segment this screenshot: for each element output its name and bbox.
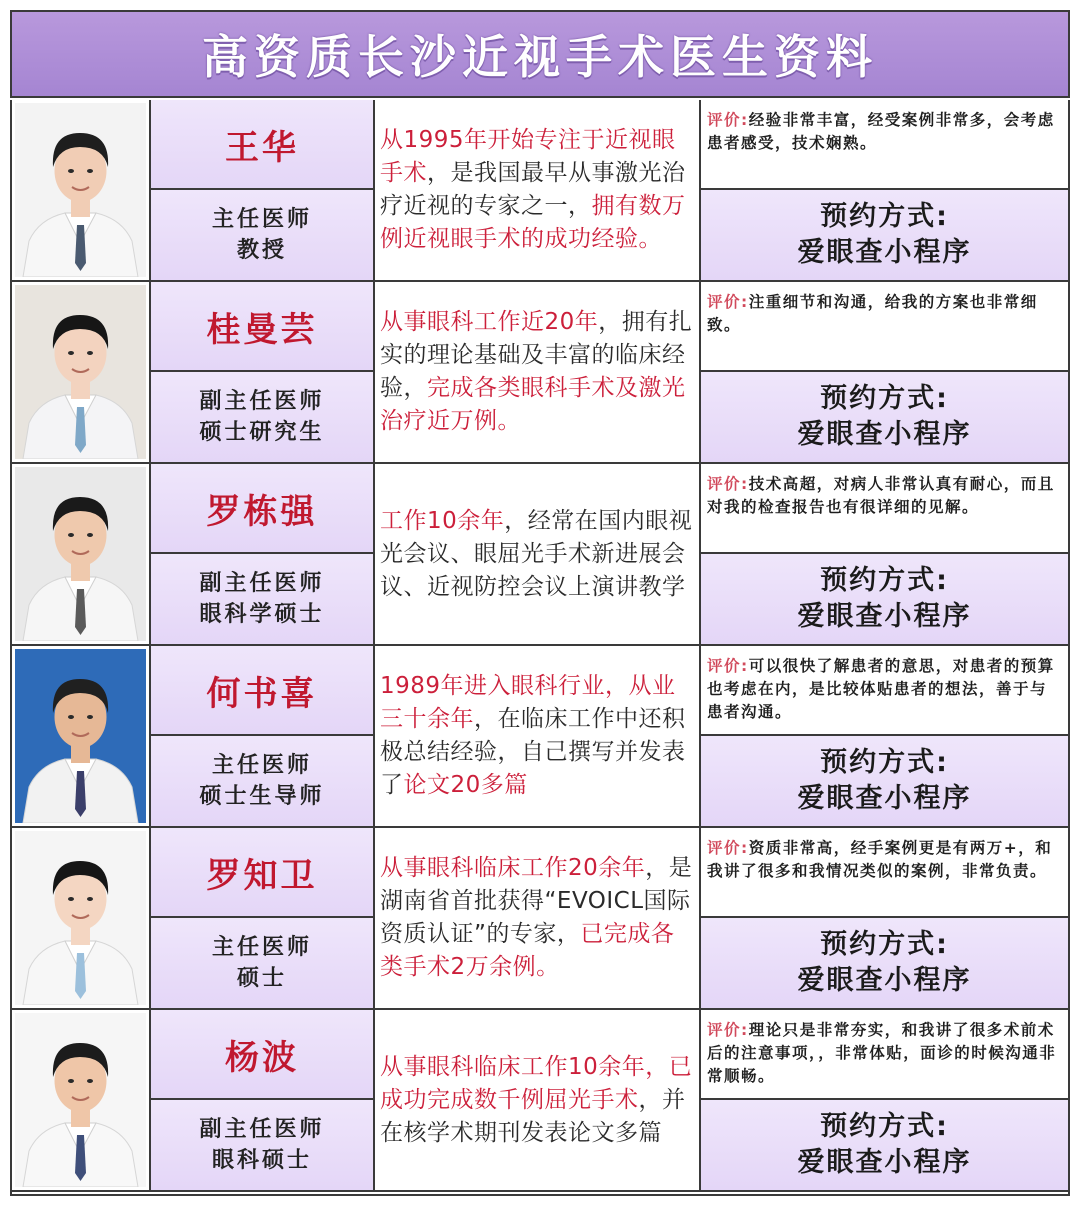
review-label: 评价:: [707, 839, 749, 857]
booking-method: [701, 554, 1068, 644]
doctor-photo: [12, 1010, 151, 1190]
doctor-name: 杨波: [151, 1010, 375, 1100]
highlight-text: 已完成各类手术2万余例。: [380, 921, 675, 980]
doctor-description: [375, 646, 701, 826]
right-eye: [87, 351, 93, 355]
title-line: 主任医师: [211, 207, 312, 232]
booking-method: [701, 190, 1068, 280]
doctor-photo: [12, 464, 151, 644]
booking-label: 预约方式:: [820, 201, 949, 232]
left-eye: [68, 351, 74, 355]
doctor-portrait: [15, 649, 146, 823]
highlight-text: 从事眼科临床工作10余年，已成功完成数千例屈光手术: [380, 1053, 693, 1113]
doctor-portrait: [15, 103, 146, 277]
doctor-name: 罗栋强: [151, 464, 375, 554]
review-text: 理论只是非常夯实，和我讲了很多术前术后的注意事项，，非常体贴，面诊的时候沟通非常顺畅。: [707, 1021, 1057, 1085]
description-text: [380, 670, 695, 802]
doctor-portrait: [15, 831, 146, 1005]
title-line: 教授: [236, 238, 287, 263]
right-eye: [87, 169, 93, 173]
plain-text: ，拥有扎实的理论基础及丰富的临床经验，: [380, 309, 693, 401]
plain-text: ，并在核学术期刊发表论文多篇: [380, 1086, 686, 1146]
doctor-name: 何书喜: [151, 646, 375, 736]
doctor-title: [151, 554, 375, 644]
doctor-title: [151, 1100, 375, 1190]
description-text: [380, 505, 695, 604]
title-line: 眼科硕士: [211, 1148, 312, 1173]
review-text: 可以很快了解患者的意思，对患者的预算也考虑在内，是比较体贴患者的想法，善于与患者沟通。: [707, 657, 1055, 721]
doctor-name: 罗知卫: [151, 828, 375, 918]
description-text: [380, 1051, 695, 1150]
doctor-row: [12, 1010, 1068, 1192]
booking-method: [701, 736, 1068, 826]
doctor-row: [12, 100, 1068, 282]
booking-label: 预约方式:: [820, 929, 949, 960]
page-title: 高资质长沙近视手术医生资料: [202, 30, 878, 84]
booking-label: 预约方式:: [820, 747, 949, 778]
booking-channel: 爱眼查小程序: [797, 237, 972, 268]
tie: [75, 589, 86, 635]
highlight-text: 从1995年开始专注于近视眼手术: [380, 127, 676, 186]
doctor-title: [151, 372, 375, 462]
booking-channel: 爱眼查小程序: [797, 1147, 972, 1178]
doctor-title: [151, 736, 375, 826]
review-label: 评价:: [707, 1021, 749, 1039]
booking-channel: 爱眼查小程序: [797, 783, 972, 814]
doctor-review: [701, 464, 1068, 554]
doctor-row: [12, 646, 1068, 828]
doctor-photo: [12, 282, 151, 462]
left-eye: [68, 897, 74, 901]
title-line: 眼科学硕士: [199, 602, 325, 627]
doctor-review: [701, 100, 1068, 190]
booking-channel: 爱眼查小程序: [797, 419, 972, 450]
doctor-row: [12, 464, 1068, 646]
tie: [75, 1135, 86, 1181]
booking-method: [701, 372, 1068, 462]
right-eye: [87, 897, 93, 901]
tie: [75, 953, 86, 999]
highlight-text: 1989年进入眼科行业，从业三十余年: [380, 673, 676, 732]
right-eye: [87, 715, 93, 719]
doctor-photo: [12, 828, 151, 1008]
title-line: 硕士: [236, 966, 287, 991]
left-eye: [68, 1079, 74, 1083]
highlight-text: 工作10余年: [380, 507, 505, 534]
doctor-description: [375, 1010, 701, 1190]
highlight-text: 拥有数万例近视眼手术的成功经验。: [380, 193, 686, 252]
review-text: 注重细节和沟通，给我的方案也非常细致。: [707, 293, 1038, 334]
title-line: 主任医师: [211, 935, 312, 960]
title-line: 副主任医师: [199, 571, 325, 596]
doctor-description: [375, 282, 701, 462]
doctor-photo: [12, 100, 151, 280]
review-text: 资质非常高，经手案例更是有两万+，和我讲了很多和我情况类似的案例，非常负责。: [707, 839, 1053, 880]
right-eye: [87, 1079, 93, 1083]
doctor-row: [12, 828, 1068, 1010]
tie: [75, 771, 86, 817]
plain-text: ，在临床工作中还积极总结经验，自己撰写并发表了: [380, 706, 686, 798]
doctor-review: [701, 1010, 1068, 1100]
tie: [75, 407, 86, 453]
booking-label: 预约方式:: [820, 383, 949, 414]
doctor-table: [10, 100, 1070, 1196]
doctor-review: [701, 828, 1068, 918]
booking-method: [701, 918, 1068, 1008]
left-eye: [68, 533, 74, 537]
plain-text: ，经常在国内眼视光会议、眼屈光手术新进展会议、近视防控会议上演讲教学: [380, 507, 693, 600]
doctor-portrait: [15, 1013, 146, 1187]
highlight-text: 从事眼科临床工作20余年: [380, 855, 646, 881]
description-text: [380, 124, 695, 256]
doctor-name: 桂曼芸: [151, 282, 375, 372]
title-line: 硕士生导师: [199, 784, 325, 809]
title-line: 硕士研究生: [199, 420, 325, 445]
review-label: 评价:: [707, 475, 749, 493]
plain-text: ，是湖南省首批获得“EVOICL国际资质认证”的专家，: [380, 855, 693, 947]
doctor-review: [701, 646, 1068, 736]
tie: [75, 225, 86, 271]
doctor-title: [151, 918, 375, 1008]
title-line: 副主任医师: [199, 1117, 325, 1142]
doctor-name: 王华: [151, 100, 375, 190]
doctor-photo: [12, 646, 151, 826]
highlight-text: 论文20多篇: [403, 772, 528, 798]
doctor-portrait: [15, 285, 146, 459]
review-label: 评价:: [707, 111, 749, 129]
description-text: [380, 852, 695, 984]
highlight-text: 完成各类眼科手术及激光治疗近万例。: [380, 375, 686, 434]
doctor-review: [701, 282, 1068, 372]
doctor-portrait: [15, 467, 146, 641]
review-label: 评价:: [707, 657, 749, 675]
review-text: 经验非常丰富，经受案例非常多，会考虑患者感受，技术娴熟。: [707, 111, 1055, 152]
left-eye: [68, 169, 74, 173]
booking-label: 预约方式:: [820, 1111, 949, 1142]
highlight-text: 从事眼科工作近20年: [380, 309, 599, 335]
right-eye: [87, 533, 93, 537]
review-text: 技术高超，对病人非常认真有耐心，而且对我的检查报告也有很详细的见解。: [707, 475, 1055, 516]
plain-text: ，是我国最早从事激光治疗近视的专家之一，: [380, 160, 686, 219]
booking-channel: 爱眼查小程序: [797, 601, 972, 632]
title-line: 主任医师: [211, 753, 312, 778]
doctor-title: [151, 190, 375, 280]
booking-method: [701, 1100, 1068, 1190]
doctor-row: [12, 282, 1068, 464]
doctor-description: [375, 464, 701, 644]
doctor-description: [375, 100, 701, 280]
title-line: 副主任医师: [199, 389, 325, 414]
header-banner: [10, 10, 1070, 98]
description-text: [380, 306, 695, 438]
booking-channel: 爱眼查小程序: [797, 965, 972, 996]
booking-label: 预约方式:: [820, 565, 949, 596]
doctor-description: [375, 828, 701, 1008]
left-eye: [68, 715, 74, 719]
review-label: 评价:: [707, 293, 749, 311]
